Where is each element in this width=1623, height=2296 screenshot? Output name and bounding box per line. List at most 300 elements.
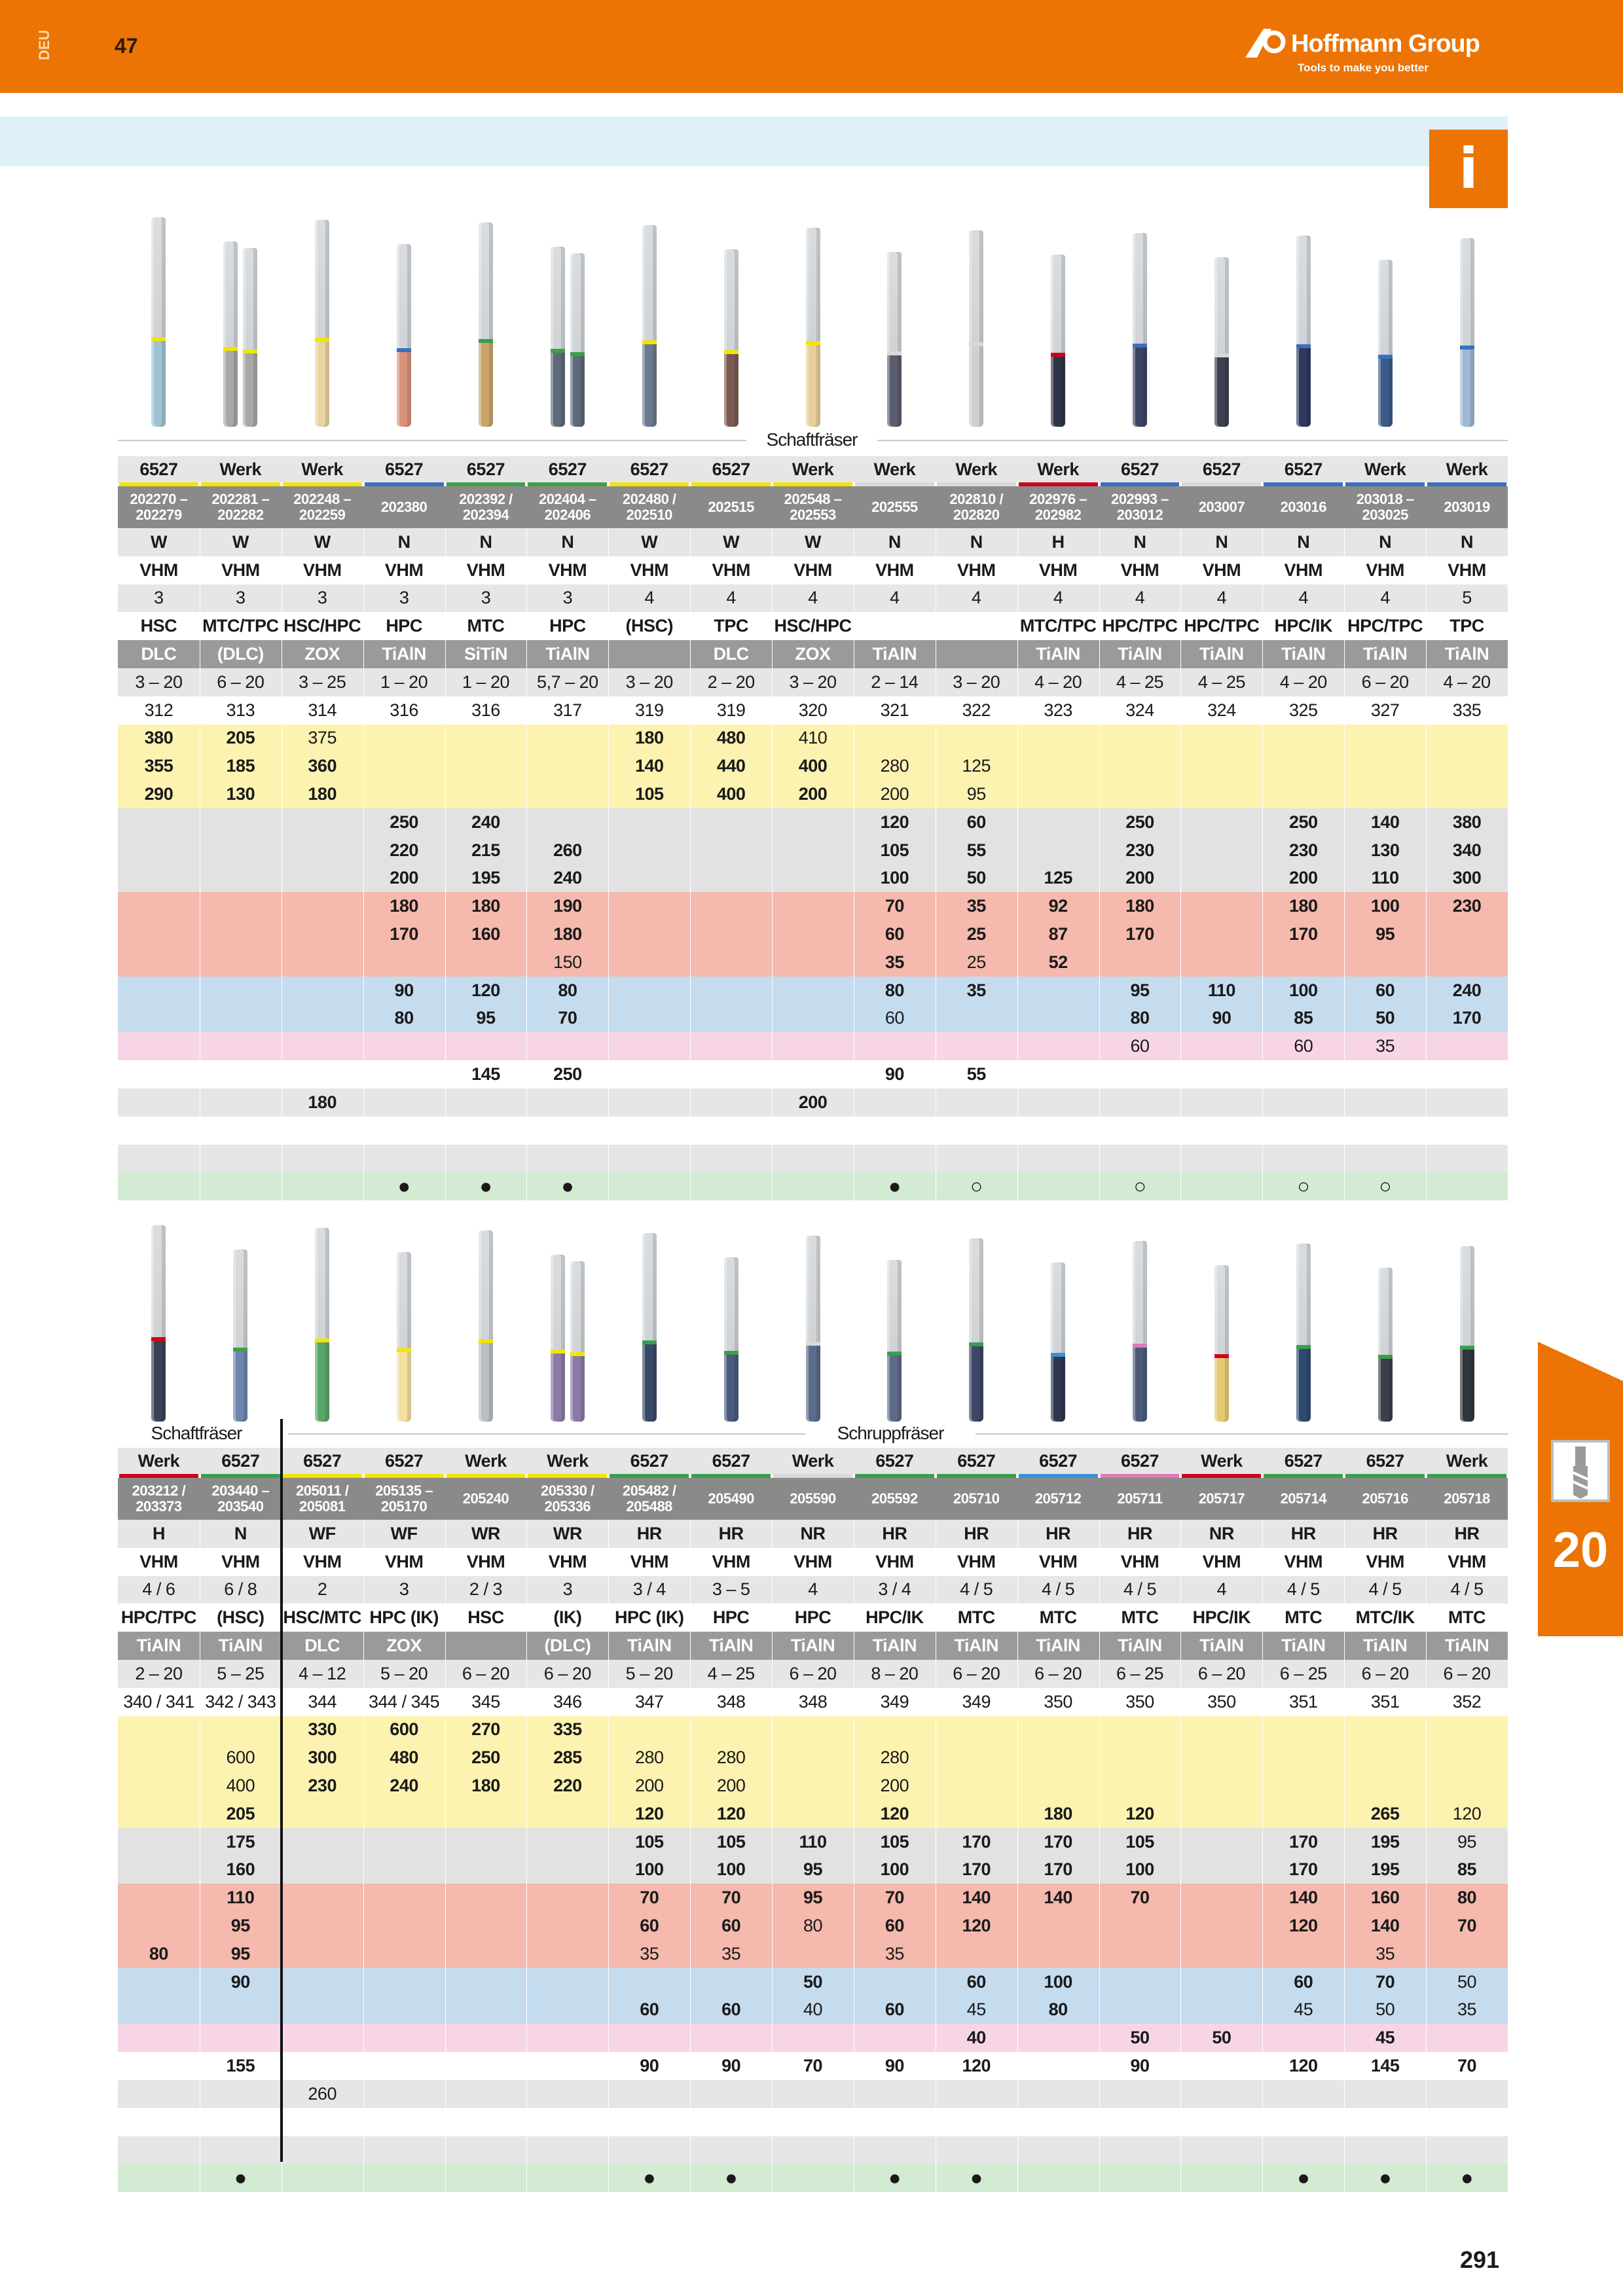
column-separator: [526, 920, 527, 948]
column-separator: [1426, 892, 1427, 920]
column-separator: [1426, 668, 1427, 696]
spec-cell: [936, 612, 1017, 640]
spec-cell: VHM: [1448, 1551, 1486, 1571]
column-separator: [1099, 2164, 1100, 2192]
spec-cell: 440: [716, 756, 746, 776]
spec-cell: [118, 1716, 200, 1744]
spec-cell: TiAlN: [136, 1636, 181, 1656]
article-number-cell[interactable]: [854, 486, 936, 528]
spec-cell: [1262, 1088, 1344, 1117]
spec-cell: [200, 1172, 282, 1200]
column-separator: [1017, 808, 1018, 836]
article-number-cell[interactable]: [118, 1478, 200, 1520]
column-separator: [1344, 1060, 1345, 1088]
column-separator: [1344, 865, 1345, 893]
column-separator: [526, 1060, 527, 1088]
spec-cell: 195: [1370, 1831, 1400, 1852]
spec-cell: 4: [644, 588, 654, 608]
spec-cell: TiAlN: [954, 1636, 998, 1656]
column-separator: [1017, 528, 1018, 556]
column-separator: [1426, 556, 1427, 584]
spec-row: [118, 1145, 1508, 1173]
spec-cell: [1180, 725, 1262, 753]
spec-cell: 180: [553, 924, 582, 944]
spec-cell: [118, 808, 200, 836]
spec-cell: HPC/IK: [1274, 616, 1333, 636]
article-number-cell[interactable]: [608, 486, 690, 528]
spec-cell: [118, 1772, 200, 1800]
column-separator: [1017, 1688, 1018, 1716]
article-number-cell[interactable]: [1099, 1478, 1181, 1520]
spec-cell: 380: [144, 728, 173, 748]
article-number-cell[interactable]: [1426, 1478, 1508, 1520]
article-number-cell[interactable]: [445, 486, 527, 528]
column-separator: [772, 977, 773, 1005]
column-separator: [1262, 1005, 1263, 1033]
spec-cell: [854, 1716, 936, 1744]
spec-cell: 105: [880, 1831, 909, 1852]
spec-cell: [118, 1060, 200, 1088]
spec-cell: 200: [716, 1776, 746, 1796]
spec-cell: [690, 1716, 772, 1744]
article-number-line: 202380: [380, 499, 428, 515]
info-icon[interactable]: i: [1429, 130, 1508, 208]
spec-cell: TiAlN: [708, 1636, 754, 1656]
article-number-cell[interactable]: [936, 486, 1017, 528]
column-separator: [1426, 1772, 1427, 1800]
spec-cell: [282, 1940, 363, 1968]
column-separator: [1426, 612, 1427, 640]
spec-cell: ●: [234, 2166, 247, 2190]
end-mill-image: [969, 230, 983, 427]
article-number-line: 205717: [1198, 1490, 1245, 1507]
column-separator: [1017, 948, 1018, 977]
spec-cell: 95: [230, 1943, 250, 1964]
end-mill-image: [315, 220, 329, 427]
column-separator: [363, 1117, 364, 1145]
column-separator: [608, 780, 609, 808]
spec-cell: [1017, 2164, 1099, 2192]
column-separator: [526, 2052, 527, 2080]
spec-cell: [690, 892, 772, 920]
column-separator: [1017, 2052, 1018, 2080]
spec-cell: [200, 836, 282, 865]
column-separator: [445, 977, 446, 1005]
brand-cell: 6527: [875, 1450, 914, 1471]
column-separator: [1426, 1660, 1427, 1688]
column-separator: [1344, 1088, 1345, 1117]
spec-cell: 100: [1125, 1859, 1154, 1880]
cutter-shank: [151, 1225, 166, 1422]
column-separator: [1426, 1912, 1427, 1940]
column-separator: [1344, 752, 1345, 780]
column-separator: [1017, 1912, 1018, 1940]
spec-cell: [282, 1800, 363, 1828]
column-separator: [1099, 1716, 1100, 1744]
column-separator: [363, 1772, 364, 1800]
column-separator: [772, 2052, 773, 2080]
article-number-cell[interactable]: [363, 1478, 445, 1520]
column-separator: [608, 1800, 609, 1828]
spec-cell: [200, 1032, 282, 1060]
spec-cell: [1344, 725, 1426, 753]
article-number-cell[interactable]: [200, 1478, 282, 1520]
column-separator: [1180, 1800, 1181, 1828]
spec-cell: [1099, 1996, 1181, 2024]
article-number-cell[interactable]: [936, 1478, 1017, 1520]
article-number-cell[interactable]: [1017, 486, 1099, 528]
coating-ring: [151, 1337, 166, 1341]
spec-cell: 92: [1048, 896, 1068, 916]
column-separator: [526, 892, 527, 920]
cutter-shank: [1214, 1265, 1229, 1422]
column-separator: [1426, 696, 1427, 725]
spec-cell: [1099, 1117, 1181, 1145]
spec-cell: 120: [634, 1803, 664, 1823]
spec-cell: 6 – 20: [1361, 1663, 1409, 1683]
column-separator: [1344, 584, 1345, 613]
spec-cell: 70: [1457, 2056, 1477, 2076]
column-separator: [1017, 1604, 1018, 1632]
column-separator: [690, 1716, 691, 1744]
column-separator: [1262, 1088, 1263, 1117]
spec-cell: [1180, 1716, 1262, 1744]
column-separator: [1344, 1145, 1345, 1173]
spec-cell: 250: [1289, 812, 1318, 832]
column-separator: [772, 808, 773, 836]
column-separator: [1017, 696, 1018, 725]
article-number-cell[interactable]: [445, 1478, 527, 1520]
column-separator: [1426, 1032, 1427, 1060]
column-separator: [1426, 1940, 1427, 1968]
spec-cell: DLC: [713, 644, 749, 664]
column-separator: [1017, 2080, 1018, 2108]
column-separator: [1099, 977, 1100, 1005]
column-separator: [1099, 1632, 1100, 1660]
column-separator: [1262, 612, 1263, 640]
article-number-cell[interactable]: [690, 1478, 772, 1520]
article-number-cell[interactable]: [1426, 486, 1508, 528]
spec-cell: [363, 1060, 445, 1088]
spec-cell: TiAlN: [1036, 1636, 1080, 1656]
spec-cell: [363, 2080, 445, 2108]
column-separator: [1426, 1632, 1427, 1660]
column-separator: [1099, 1088, 1100, 1117]
column-separator: [608, 1520, 609, 1548]
column-separator: [526, 1117, 527, 1145]
cutter-shank: [397, 1252, 411, 1422]
article-number-cell[interactable]: [1099, 486, 1181, 528]
column-separator: [608, 584, 609, 613]
column-separator: [1017, 1548, 1018, 1576]
spec-cell: ○: [1379, 1174, 1392, 1198]
spec-cell: TPC: [1450, 616, 1484, 636]
column-separator: [608, 1772, 609, 1800]
article-number-cell[interactable]: [1180, 1478, 1262, 1520]
article-number-line: 202279: [136, 507, 182, 523]
article-number-cell[interactable]: [363, 486, 445, 528]
spec-cell: [363, 1884, 445, 1912]
spec-cell: 250: [1125, 812, 1154, 832]
article-number-line: 205490: [708, 1490, 754, 1507]
spec-cell: [118, 1884, 200, 1912]
spec-cell: TiAlN: [1444, 1636, 1489, 1656]
column-separator: [1426, 1604, 1427, 1632]
article-number-cell[interactable]: [1180, 486, 1262, 528]
column-separator: [1262, 2052, 1263, 2080]
spec-cell: 95: [1376, 924, 1395, 944]
spec-row: [118, 612, 1508, 640]
chapter-tab[interactable]: [1538, 1381, 1623, 1636]
column-separator: [1180, 1884, 1181, 1912]
spec-cell: 200: [1125, 868, 1154, 888]
spec-cell: 50: [1457, 1971, 1477, 1992]
spec-cell: [526, 1828, 608, 1856]
spec-cell: 240: [390, 1776, 418, 1796]
article-number-cell[interactable]: [690, 486, 772, 528]
column-separator: [445, 1744, 446, 1772]
spec-cell: [608, 1716, 690, 1744]
spec-cell: 2 – 14: [871, 672, 919, 692]
column-separator: [445, 1632, 446, 1660]
column-separator: [1426, 1996, 1427, 2024]
article-number-cell[interactable]: [282, 1478, 363, 1520]
column-separator: [1344, 668, 1345, 696]
column-separator: [1344, 1548, 1345, 1576]
column-separator: [1180, 1576, 1181, 1604]
column-separator: [1262, 1884, 1263, 1912]
column-separator: [608, 1172, 609, 1200]
spec-cell: HPC/TPC: [1347, 616, 1423, 636]
brand-cell: 6527: [548, 459, 587, 479]
article-number-cell[interactable]: [854, 1478, 936, 1520]
brand-cell: Werk: [1446, 459, 1488, 479]
brand-cell: 6527: [1120, 1450, 1159, 1471]
spec-cell: [282, 808, 363, 836]
column-separator: [445, 1060, 446, 1088]
end-mill-image: [397, 244, 411, 427]
spec-cell: ○: [1133, 1174, 1146, 1198]
column-separator: [1099, 1940, 1100, 1968]
spec-cell: [1099, 725, 1181, 753]
spec-cell: [118, 1117, 200, 1145]
column-separator: [1180, 1968, 1181, 1996]
article-number-cell[interactable]: [1017, 1478, 1099, 1520]
article-number-row: [118, 1478, 1508, 1520]
spec-cell: 250: [553, 1064, 582, 1085]
spec-cell: 35: [1457, 2000, 1477, 2020]
end-mill-image: [1378, 1268, 1393, 1422]
spec-cell: 480: [716, 728, 746, 748]
spec-cell: [363, 1996, 445, 2024]
spec-cell: 230: [1125, 840, 1154, 860]
column-separator: [363, 528, 364, 556]
spec-cell: [1426, 1117, 1508, 1145]
column-separator: [1180, 1688, 1181, 1716]
spec-cell: 120: [716, 1803, 746, 1823]
column-separator: [1262, 780, 1263, 808]
article-number-cell[interactable]: [1262, 1478, 1344, 1520]
spec-cell: 3 – 20: [953, 672, 1000, 692]
spec-cell: [1099, 1060, 1181, 1088]
spec-cell: [1426, 2108, 1508, 2136]
spec-cell: MTC/IK: [1355, 1607, 1415, 1628]
spec-cell: [445, 2080, 527, 2108]
spec-cell: 80: [803, 1916, 822, 1936]
spec-cell: [1344, 1088, 1426, 1117]
spec-cell: HSC: [140, 616, 177, 636]
spec-cell: W: [314, 531, 331, 552]
article-number-cell[interactable]: [1344, 486, 1426, 528]
column-separator: [445, 584, 446, 613]
spec-cell: [1262, 2080, 1344, 2108]
spec-cell: [1017, 1060, 1099, 1088]
spec-cell: [608, 2024, 690, 2052]
column-separator: [1099, 556, 1100, 584]
spec-row: [118, 1520, 1508, 1548]
spec-cell: 170: [1289, 1831, 1318, 1852]
spec-cell: [608, 1117, 690, 1145]
spec-cell: [118, 1856, 200, 1884]
spec-cell: 80: [1130, 1008, 1150, 1028]
coating-ring: [551, 1350, 565, 1354]
spec-cell: 140: [1289, 1888, 1318, 1908]
cutter-shank: [724, 1257, 739, 1422]
spec-cell: [1180, 1088, 1262, 1117]
spec-cell: 355: [144, 756, 173, 776]
column-separator: [445, 1172, 446, 1200]
spec-cell: [1099, 2080, 1181, 2108]
article-number-cell[interactable]: [282, 486, 363, 528]
column-separator: [363, 584, 364, 613]
end-mill-image: [806, 1236, 820, 1422]
spec-cell: WF: [308, 1523, 336, 1543]
article-number-cell[interactable]: [526, 486, 608, 528]
spec-cell: [445, 1032, 527, 1060]
brand-cell: 6527: [1284, 459, 1322, 479]
spec-cell: [526, 1856, 608, 1884]
end-mill-image: [397, 1252, 411, 1422]
spec-cell: 170: [1289, 1859, 1318, 1880]
spec-cell: [1426, 920, 1508, 948]
coating-ring: [397, 348, 411, 352]
column-separator: [526, 1520, 527, 1548]
article-number-cell[interactable]: [1262, 486, 1344, 528]
column-separator: [690, 2052, 691, 2080]
end-mill-image: [233, 1249, 247, 1422]
spec-cell: 170: [1289, 924, 1318, 944]
spec-cell: 120: [880, 812, 909, 832]
column-separator: [445, 780, 446, 808]
brand-cell: 6527: [630, 1450, 668, 1471]
column-separator: [1099, 1548, 1100, 1576]
column-separator: [445, 528, 446, 556]
column-separator: [363, 2164, 364, 2192]
brand-logo[interactable]: [1244, 26, 1506, 79]
spec-cell: SiTiN: [464, 644, 507, 664]
column-separator: [1099, 780, 1100, 808]
coating-ring: [887, 351, 902, 355]
spec-cell: 50: [1376, 2000, 1395, 2020]
spec-cell: [1426, 780, 1508, 808]
spec-cell: 6 – 20: [1197, 1663, 1245, 1683]
brand-cell: 6527: [303, 1450, 342, 1471]
spec-cell: 3 – 20: [625, 672, 673, 692]
column-separator: [1099, 2108, 1100, 2136]
spec-cell: [608, 1032, 690, 1060]
article-number-cell[interactable]: [118, 486, 200, 528]
spec-cell: [1099, 2164, 1181, 2192]
spec-cell: 4 / 5: [1286, 1579, 1320, 1600]
column-separator: [772, 780, 773, 808]
column-separator: [1426, 2052, 1427, 2080]
spec-cell: 5,7 – 20: [537, 672, 598, 692]
column-separator: [445, 1856, 446, 1884]
column-separator: [1017, 1856, 1018, 1884]
spec-cell: N: [888, 531, 901, 552]
spec-cell: [526, 2080, 608, 2108]
spec-cell: 330: [308, 1719, 337, 1740]
spec-cell: [608, 808, 690, 836]
spec-cell: VHM: [1120, 1551, 1159, 1571]
article-number-cell[interactable]: [200, 486, 282, 528]
column-separator: [1426, 1520, 1427, 1548]
coating-ring: [479, 1339, 493, 1343]
column-separator: [1344, 696, 1345, 725]
spec-cell: [200, 1117, 282, 1145]
spec-cell: VHM: [712, 560, 750, 580]
column-separator: [1017, 752, 1018, 780]
spec-cell: 70: [884, 1888, 904, 1908]
column-separator: [363, 1744, 364, 1772]
column-separator: [1344, 2024, 1345, 2052]
article-number-line: 203212 /: [132, 1482, 186, 1499]
column-separator: [363, 1660, 364, 1688]
column-separator: [1344, 780, 1345, 808]
column-separator: [1344, 528, 1345, 556]
spec-cell: [445, 725, 527, 753]
column-separator: [690, 1856, 691, 1884]
article-number-cell[interactable]: [526, 1478, 608, 1520]
spec-cell: VHM: [630, 1551, 668, 1571]
cutter-shank: [1460, 238, 1474, 427]
spec-cell: 50: [1130, 2028, 1150, 2048]
article-number-cell[interactable]: [772, 1478, 854, 1520]
brand-cell: 6527: [1284, 1450, 1322, 1471]
spec-cell: VHM: [1366, 560, 1404, 580]
spec-cell: 6 – 20: [1361, 672, 1409, 692]
spec-cell: 120: [1125, 1803, 1154, 1823]
article-number-cell[interactable]: [1344, 1478, 1426, 1520]
spec-row: [118, 584, 1508, 613]
column-separator: [363, 977, 364, 1005]
end-mill-image: [151, 1225, 166, 1422]
column-separator: [1262, 2024, 1263, 2052]
spec-cell: TiAlN: [627, 1636, 672, 1656]
spec-cell: 70: [721, 1888, 741, 1908]
coating-ring: [724, 350, 739, 354]
column-separator: [1099, 1744, 1100, 1772]
coating-ring: [479, 339, 493, 343]
article-number-cell[interactable]: [772, 486, 854, 528]
spec-cell: [526, 780, 608, 808]
column-separator: [772, 2108, 773, 2136]
article-number-cell[interactable]: [608, 1478, 690, 1520]
brand-cell: Werk: [219, 459, 262, 479]
coating-ring: [806, 1342, 820, 1346]
column-separator: [1262, 2108, 1263, 2136]
column-separator: [608, 836, 609, 865]
